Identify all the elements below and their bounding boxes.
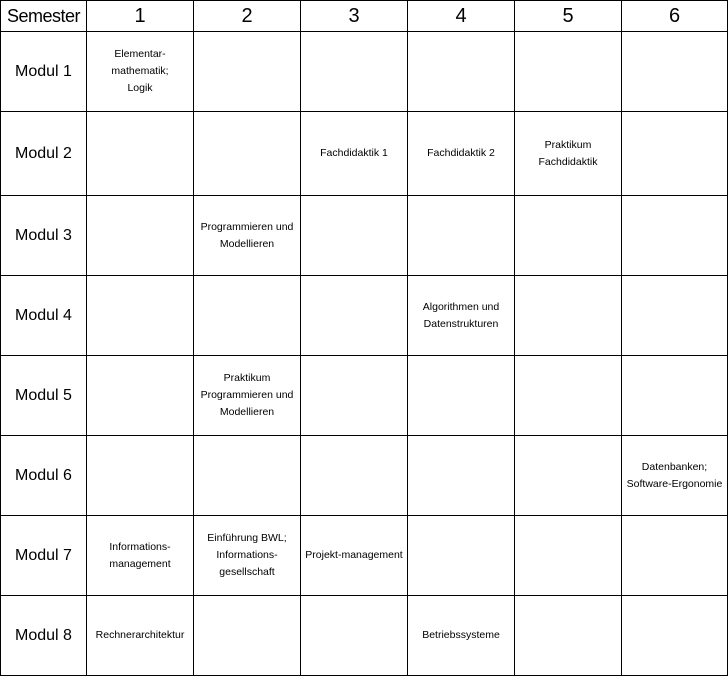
module-label: Modul 7: [1, 516, 87, 596]
course-cell: [194, 276, 301, 356]
course-cell: [301, 112, 408, 196]
course-cell: [87, 112, 194, 196]
course-cell: [408, 112, 515, 196]
course-cell: [87, 356, 194, 436]
course-text-line: Fachdidaktik 1: [320, 147, 388, 159]
course-cell: [408, 276, 515, 356]
semester-4-header: 4: [408, 1, 515, 32]
course-cell: [622, 196, 728, 276]
course-text-line: management: [109, 557, 171, 570]
course-cell: [622, 112, 728, 196]
course-cell: [87, 516, 194, 596]
course-cell: [515, 196, 622, 276]
module-row: [1, 276, 728, 356]
course-cell: [515, 276, 622, 356]
module-label: Modul 4: [1, 276, 87, 356]
module-label: Modul 6: [1, 436, 87, 516]
course-text-line: Programmieren und: [200, 220, 294, 233]
course-text-line: Einführung BWL;: [207, 532, 287, 544]
module-label: Modul 1: [1, 32, 87, 112]
course-cell: [194, 436, 301, 516]
course-cell: [194, 112, 301, 196]
course-text-line: Modellieren: [219, 406, 275, 418]
course-cell: [622, 276, 728, 356]
module-label: Modul 5: [1, 356, 87, 436]
course-text-line: Logik: [127, 82, 153, 94]
course-cell: [408, 516, 515, 596]
course-text-line: Informations-: [216, 549, 278, 561]
module-row: [1, 32, 728, 112]
course-text-line: Programmieren und: [200, 389, 294, 401]
course-cell: [515, 596, 622, 676]
course-text-line: Elementar-: [114, 48, 166, 60]
course-cell: [87, 196, 194, 276]
course-text-line: gesellschaft: [219, 566, 275, 578]
course-text-line: Modellieren: [219, 237, 275, 250]
course-cell: [408, 196, 515, 276]
course-text-line: Algorithmen und: [422, 300, 500, 313]
course-text-line: Rechnerarchitektur: [95, 629, 185, 641]
course-text-line: Praktikum: [544, 138, 592, 151]
course-cell: [622, 32, 728, 112]
course-text-line: Fachdidaktik 2: [427, 147, 495, 159]
course-cell: [301, 596, 408, 676]
course-cell: [515, 516, 622, 596]
semester-5-header: 5: [515, 1, 622, 32]
course-text-line: Informations-: [109, 540, 171, 553]
course-text-line: Betriebssysteme: [422, 629, 500, 641]
course-cell: [194, 196, 301, 276]
course-text-line: Praktikum: [223, 372, 271, 384]
course-cell: [194, 516, 301, 596]
course-cell: [301, 196, 408, 276]
course-cell: [515, 356, 622, 436]
course-cell: [301, 276, 408, 356]
course-cell: [87, 276, 194, 356]
course-text-line: Software-Ergonomie: [626, 477, 723, 490]
module-row: [1, 112, 728, 196]
course-cell: [301, 436, 408, 516]
module-row: [1, 516, 728, 596]
course-cell: [408, 596, 515, 676]
course-cell: [301, 356, 408, 436]
course-cell: [515, 32, 622, 112]
semester-1-header: 1: [87, 1, 194, 32]
course-cell: [408, 436, 515, 516]
course-cell: [622, 436, 728, 516]
course-text-line: Projekt-management: [305, 549, 403, 561]
course-text-line: Datenbanken;: [641, 460, 708, 473]
semester-2-header: 2: [194, 1, 301, 32]
course-cell: [194, 356, 301, 436]
module-row: [1, 356, 728, 436]
semester-3-header: 3: [301, 1, 408, 32]
module-rows: [1, 32, 728, 676]
course-cell: [515, 112, 622, 196]
course-cell: [408, 32, 515, 112]
course-cell: [622, 596, 728, 676]
course-cell: [301, 516, 408, 596]
semester-6-header: 6: [622, 1, 728, 32]
course-text-line: mathematik;: [111, 65, 169, 77]
course-text-line: Fachdidaktik: [538, 155, 598, 168]
course-cell: [622, 516, 728, 596]
module-label: Modul 8: [1, 596, 87, 676]
module-label: Modul 3: [1, 196, 87, 276]
course-cell: [194, 32, 301, 112]
module-row: [1, 436, 728, 516]
course-cell: [408, 356, 515, 436]
course-cell: [87, 32, 194, 112]
course-cell: [87, 436, 194, 516]
module-label: Modul 2: [1, 112, 87, 196]
course-cell: [87, 596, 194, 676]
semester-corner-label: Semester: [1, 1, 87, 32]
module-row: [1, 196, 728, 276]
course-cell: [515, 436, 622, 516]
course-cell: [194, 596, 301, 676]
course-cell: [622, 356, 728, 436]
semester-header-row: [1, 1, 728, 32]
module-row: [1, 596, 728, 676]
course-cell: [301, 32, 408, 112]
course-text-line: Datenstrukturen: [423, 317, 499, 330]
